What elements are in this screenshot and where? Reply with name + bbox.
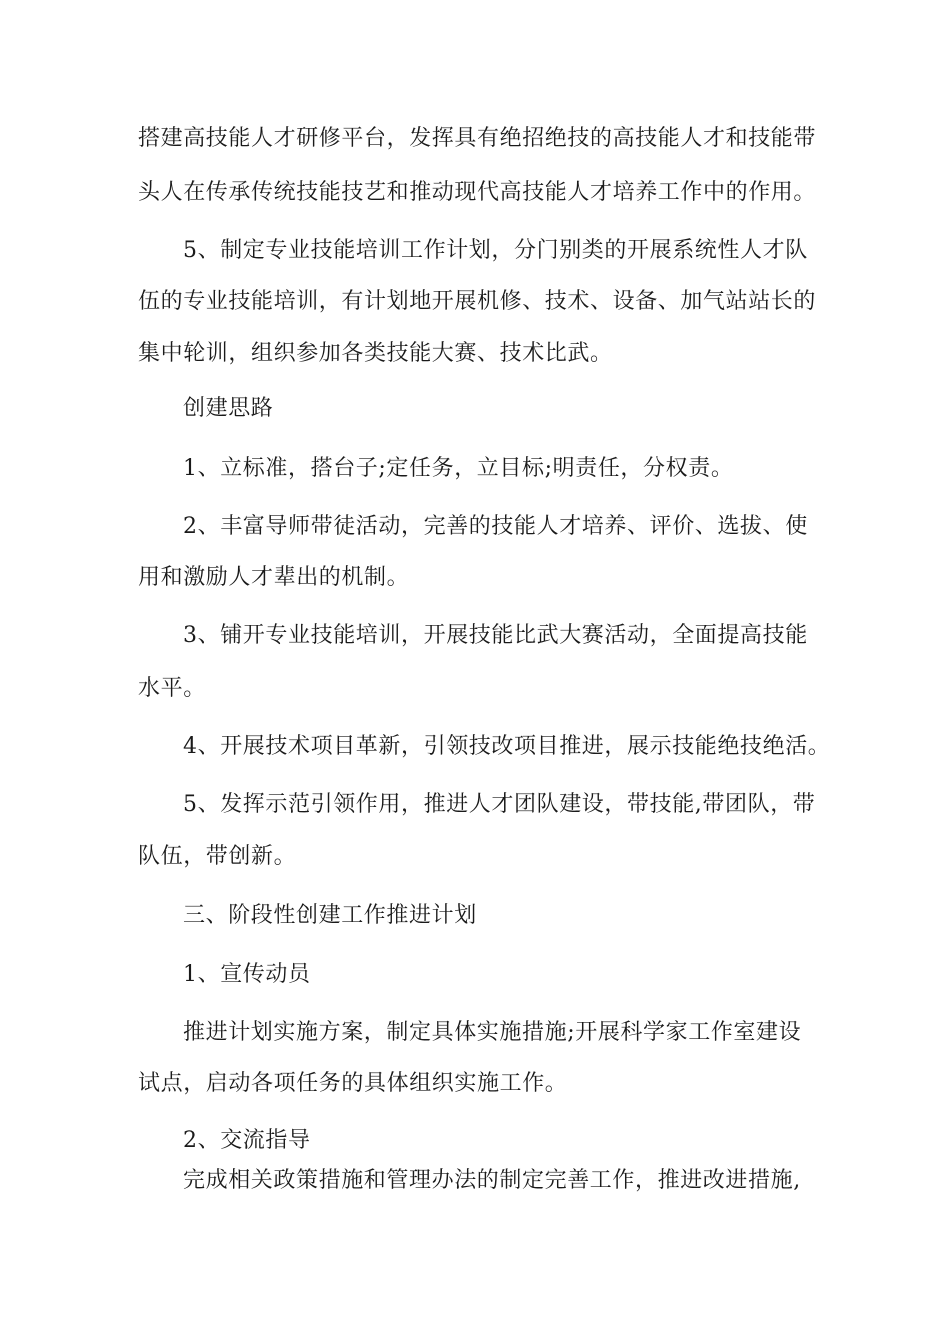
list-item: 5、发挥示范引领作用，推进人才团队建设，带技能,带团队，带	[183, 792, 816, 817]
paragraph-line: 伍的专业技能培训，有计划地开展机修、技术、设备、加气站站长的	[138, 289, 817, 314]
list-item: 1、立标准，搭台子;定任务，立目标;明责任，分权责。	[183, 456, 734, 481]
paragraph-line: 队伍，带创新。	[138, 844, 297, 869]
paragraph-line: 试点，启动各项任务的具体组织实施工作。	[138, 1071, 568, 1096]
sub-heading: 1、宣传动员	[183, 962, 311, 987]
paragraph-line: 头人在传承传统技能技艺和推动现代高技能人才培养工作中的作用。	[138, 180, 817, 205]
sub-heading: 2、交流指导	[183, 1128, 311, 1153]
paragraph-line: 5、制定专业技能培训工作计划，分门别类的开展系统性人才队	[183, 238, 808, 263]
section-heading: 创建思路	[183, 396, 274, 421]
list-item: 4、开展技术项目革新，引领技改项目推进，展示技能绝技绝活。	[183, 734, 831, 759]
paragraph-line: 集中轮训，组织参加各类技能大赛、技术比武。	[138, 341, 613, 366]
paragraph-line: 搭建高技能人才研修平台，发挥具有绝招绝技的高技能人才和技能带	[138, 126, 817, 151]
paragraph-line: 完成相关政策措施和管理办法的制定完善工作，推进改进措施,	[183, 1168, 801, 1193]
list-item: 3、铺开专业技能培训，开展技能比武大赛活动，全面提高技能	[183, 623, 808, 648]
paragraph-line: 用和激励人才辈出的机制。	[138, 565, 410, 590]
paragraph-line: 水平。	[138, 676, 206, 701]
section-heading: 三、阶段性创建工作推进计划	[183, 903, 477, 928]
paragraph-line: 推进计划实施方案，制定具体实施措施;开展科学家工作室建设	[183, 1020, 802, 1045]
list-item: 2、丰富导师带徒活动，完善的技能人才培养、评价、选拔、使	[183, 514, 808, 539]
